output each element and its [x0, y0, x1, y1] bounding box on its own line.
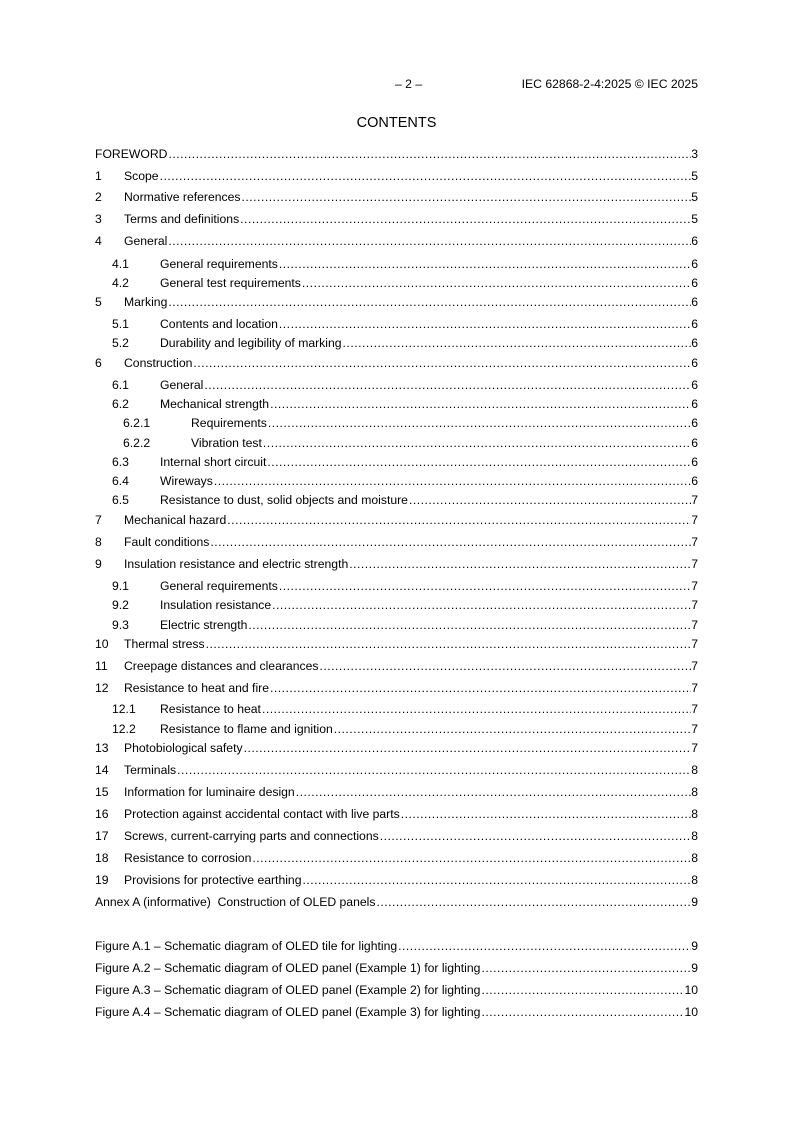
dot-leader: [398, 938, 691, 954]
toc-entry-title: Figure A.2 – Schematic diagram of OLED panel (Example 1) for lighting: [95, 961, 481, 975]
toc-entry-page: 6: [691, 295, 698, 309]
dot-leader: [380, 828, 692, 844]
toc-entry-number: 6: [95, 356, 102, 370]
toc-entry-title: Figure A.3 – Schematic diagram of OLED panel (Example 2) for lighting: [95, 983, 481, 997]
toc-entry-page: 10: [684, 1005, 698, 1019]
toc-entry-number: 18: [95, 851, 109, 865]
dot-leader: [481, 960, 691, 976]
toc-entry[interactable]: [95, 617, 698, 633]
toc-entry[interactable]: [95, 355, 698, 371]
dot-leader: [349, 556, 691, 572]
figure-entry[interactable]: [95, 1004, 698, 1020]
toc-entry[interactable]: [95, 721, 698, 737]
page-number: – 2 –: [395, 77, 423, 91]
toc-entry-title: Insulation resistance and electric strength: [124, 557, 349, 571]
toc-entry-page: 9: [691, 939, 698, 953]
toc-entry[interactable]: [95, 578, 698, 594]
toc-entry[interactable]: [95, 377, 698, 393]
toc-entry-page: 6: [691, 276, 698, 290]
toc-entry-page: 6: [691, 234, 698, 248]
toc-entry-number: 5.1: [112, 317, 129, 331]
dot-leader: [270, 680, 691, 696]
toc-entry-number: 5.2: [112, 336, 129, 350]
toc-entry-page: 7: [691, 513, 698, 527]
toc-entry-title: Resistance to dust, solid objects and moisture: [160, 493, 408, 507]
toc-entry-page: 7: [691, 637, 698, 651]
toc-entry-number: 2: [95, 190, 102, 204]
toc-entry[interactable]: [95, 597, 698, 613]
toc-entry[interactable]: [95, 784, 698, 800]
dot-leader: [409, 492, 691, 508]
toc-entry-title: Screws, current-carrying parts and connections: [124, 829, 379, 843]
dot-leader: [214, 473, 691, 489]
toc-entry[interactable]: [95, 256, 698, 272]
toc-entry-title: Resistance to flame and ignition: [160, 722, 333, 736]
toc-entry-number: 13: [95, 741, 109, 755]
toc-entry[interactable]: [95, 473, 698, 489]
dot-leader: [343, 335, 692, 351]
dot-leader: [401, 806, 692, 822]
dot-leader: [279, 256, 691, 272]
toc-entry-number: 7: [95, 513, 102, 527]
toc-entry-page: 7: [691, 741, 698, 755]
toc-entry[interactable]: [95, 294, 698, 310]
dot-leader: [206, 636, 692, 652]
dot-leader: [248, 617, 691, 633]
toc-entry-page: 5: [691, 169, 698, 183]
toc-entry-page: 8: [691, 873, 698, 887]
toc-entry-number: 16: [95, 807, 109, 821]
dot-leader: [334, 721, 691, 737]
toc-entry-number: 3: [95, 212, 102, 226]
toc-entry-number: 6.1: [112, 378, 129, 392]
toc-entry-title: Terms and definitions: [124, 212, 240, 226]
toc-entry-number: 4.2: [112, 276, 129, 290]
toc-entry-number: 12: [95, 681, 109, 695]
toc-entry-title: General: [124, 234, 168, 248]
toc-entry-page: 6: [691, 455, 698, 469]
toc-entry-number: 6.4: [112, 474, 129, 488]
toc-entry-page: 3: [691, 147, 698, 161]
toc-entry-page: 7: [691, 579, 698, 593]
toc-entry-page: 6: [691, 397, 698, 411]
page-title: CONTENTS: [356, 115, 437, 131]
dot-leader: [302, 872, 691, 888]
toc-entry[interactable]: [95, 636, 698, 652]
dot-leader: [319, 658, 691, 674]
toc-entry-number: 9.3: [112, 618, 129, 632]
toc-entry-title: Normative references: [124, 190, 241, 204]
toc-entry-title: Durability and legibility of marking: [160, 336, 342, 350]
dot-leader: [279, 578, 691, 594]
toc-entry[interactable]: [95, 701, 698, 717]
toc-entry-page: 6: [691, 416, 698, 430]
toc-entry-number: 9.1: [112, 579, 129, 593]
toc-entry-number: 12.2: [112, 722, 136, 736]
toc-entry-page: 7: [691, 557, 698, 571]
dot-leader: [263, 435, 691, 451]
toc-entry[interactable]: [95, 415, 698, 431]
toc-entry-title: Figure A.1 – Schematic diagram of OLED tile for lighting: [95, 939, 398, 953]
document-reference: IEC 62868-2-4:2025 © IEC 2025: [521, 77, 698, 91]
dot-leader: [481, 1004, 684, 1020]
toc-entry-page: 6: [691, 474, 698, 488]
dot-leader: [252, 850, 691, 866]
toc-entry[interactable]: [95, 146, 698, 162]
toc-entry-number: 4.1: [112, 257, 129, 271]
toc-entry-title: General requirements: [160, 257, 278, 271]
toc-entry[interactable]: [95, 492, 698, 508]
toc-entry[interactable]: [95, 233, 698, 249]
toc-entry-title: Electric strength: [160, 618, 248, 632]
toc-entry-page: 8: [691, 807, 698, 821]
toc-entry-page: 6: [691, 317, 698, 331]
toc-entry[interactable]: [95, 556, 698, 572]
toc-entry-title: Resistance to heat: [160, 702, 261, 716]
toc-entry-title: Wireways: [160, 474, 213, 488]
toc-entry-page: 9: [691, 961, 698, 975]
toc-entry-page: 7: [691, 722, 698, 736]
toc-entry-title: Figure A.4 – Schematic diagram of OLED panel (Example 3) for lighting: [95, 1005, 481, 1019]
toc-entry-title: Resistance to heat and fire: [124, 681, 269, 695]
dot-leader: [168, 294, 691, 310]
toc-entry-number: 6.5: [112, 493, 129, 507]
dot-leader: [279, 316, 691, 332]
toc-entry-page: 5: [691, 190, 698, 204]
page-header: [95, 76, 698, 92]
toc-entry-page: 7: [691, 493, 698, 507]
toc-entry-title: Mechanical hazard: [124, 513, 227, 527]
toc-entry-title: Vibration test: [191, 436, 262, 450]
toc-entry[interactable]: [95, 828, 698, 844]
toc-entry-title: Annex A (informative) Construction of OLED panels: [95, 895, 376, 909]
dot-leader: [272, 597, 691, 613]
toc-entry-number: 4: [95, 234, 102, 248]
dot-leader: [244, 740, 692, 756]
toc-entry-number: 10: [95, 637, 109, 651]
toc-entry[interactable]: [95, 894, 698, 910]
toc-entry-page: 6: [691, 336, 698, 350]
dot-leader: [210, 534, 691, 550]
toc-entry-page: 7: [691, 618, 698, 632]
toc-entry-page: 8: [691, 851, 698, 865]
dot-leader: [160, 168, 692, 184]
dot-leader: [268, 415, 691, 431]
toc-entry[interactable]: [95, 658, 698, 674]
toc-entry[interactable]: [95, 335, 698, 351]
toc-entry-title: Scope: [124, 169, 159, 183]
toc-entry-page: 5: [691, 212, 698, 226]
toc-entry-page: 9: [691, 895, 698, 909]
toc-entry[interactable]: [95, 806, 698, 822]
toc-entry[interactable]: [95, 680, 698, 696]
toc-entry-title: Fault conditions: [124, 535, 210, 549]
figure-entry[interactable]: [95, 960, 698, 976]
toc-entry-number: 6.2.2: [123, 436, 151, 450]
toc-entry-number: 17: [95, 829, 109, 843]
toc-entry-number: 5: [95, 295, 102, 309]
toc-entry[interactable]: [95, 762, 698, 778]
dot-leader: [177, 762, 691, 778]
toc-entry[interactable]: [95, 275, 698, 291]
toc-entry-title: Information for luminaire design: [124, 785, 295, 799]
toc-entry-title: Insulation resistance: [160, 598, 272, 612]
toc-entry-page: 7: [691, 659, 698, 673]
toc-entry-number: 11: [95, 659, 108, 673]
dot-leader: [242, 189, 692, 205]
dot-leader: [262, 701, 691, 717]
toc-entry-title: Thermal stress: [124, 637, 205, 651]
toc-entry-page: 6: [691, 356, 698, 370]
toc-entry-number: 8: [95, 535, 102, 549]
toc-entry-page: 6: [691, 257, 698, 271]
toc-entry-number: 19: [95, 873, 109, 887]
dot-leader: [168, 146, 691, 162]
figure-entry[interactable]: [95, 982, 698, 998]
toc-entry-number: 1: [95, 169, 102, 183]
toc-entry[interactable]: [95, 435, 698, 451]
toc-entry-title: Requirements: [191, 416, 267, 430]
toc-entry-title: Construction: [124, 356, 193, 370]
toc-entry[interactable]: [95, 454, 698, 470]
toc-entry-page: 7: [691, 535, 698, 549]
toc-entry[interactable]: [95, 396, 698, 412]
toc-entry-title: Protection against accidental contact with live parts: [124, 807, 400, 821]
dot-leader: [204, 377, 691, 393]
toc-entry-number: 15: [95, 785, 109, 799]
toc-entry-title: Terminals: [124, 763, 177, 777]
toc-entry-number: 14: [95, 763, 109, 777]
toc-entry-page: 7: [691, 681, 698, 695]
toc-entry-page: 7: [691, 598, 698, 612]
toc-entry-title: Provisions for protective earthing: [124, 873, 302, 887]
toc-entry[interactable]: [95, 316, 698, 332]
dot-leader: [193, 355, 691, 371]
dot-leader: [267, 454, 691, 470]
dot-leader: [168, 233, 691, 249]
toc-entry-number: 6.2: [112, 397, 129, 411]
toc-entry-page: 8: [691, 829, 698, 843]
toc-entry-title: Contents and location: [160, 317, 278, 331]
toc-entry[interactable]: [95, 189, 698, 205]
figure-entry[interactable]: [95, 938, 698, 954]
toc-entry[interactable]: [95, 512, 698, 528]
dot-leader: [302, 275, 691, 291]
toc-entry-title: FOREWORD: [95, 147, 168, 161]
toc-entry-page: 10: [684, 983, 698, 997]
toc-entry-title: Marking: [124, 295, 168, 309]
toc-entry-page: 6: [691, 436, 698, 450]
dot-leader: [227, 512, 691, 528]
toc-entry-title: Creepage distances and clearances: [124, 659, 319, 673]
toc-entry[interactable]: [95, 872, 698, 888]
toc-entry[interactable]: [95, 211, 698, 227]
toc-entry-page: 8: [691, 763, 698, 777]
toc-entry-title: Photobiological safety: [124, 741, 243, 755]
dot-leader: [376, 894, 691, 910]
toc-entry-title: General requirements: [160, 579, 278, 593]
dot-leader: [296, 784, 692, 800]
toc-entry-title: General: [160, 378, 204, 392]
toc-entry-page: 8: [691, 785, 698, 799]
toc-entry-number: 9.2: [112, 598, 129, 612]
toc-entry-title: General test requirements: [160, 276, 301, 290]
dot-leader: [270, 396, 691, 412]
toc-entry-page: 7: [691, 702, 698, 716]
toc-entry-title: Internal short circuit: [160, 455, 267, 469]
toc-entry-number: 9: [95, 557, 102, 571]
toc-entry[interactable]: [95, 850, 698, 866]
toc-entry-number: 6.3: [112, 455, 129, 469]
toc-entry[interactable]: [95, 534, 698, 550]
toc-entry-title: Resistance to corrosion: [124, 851, 252, 865]
toc-entry[interactable]: [95, 740, 698, 756]
dot-leader: [481, 982, 684, 998]
toc-entry-page: 6: [691, 378, 698, 392]
toc-entry-number: 12.1: [112, 702, 136, 716]
toc-entry-number: 6.2.1: [123, 416, 151, 430]
dot-leader: [240, 211, 691, 227]
toc-entry[interactable]: [95, 168, 698, 184]
toc-entry-title: Mechanical strength: [160, 397, 270, 411]
